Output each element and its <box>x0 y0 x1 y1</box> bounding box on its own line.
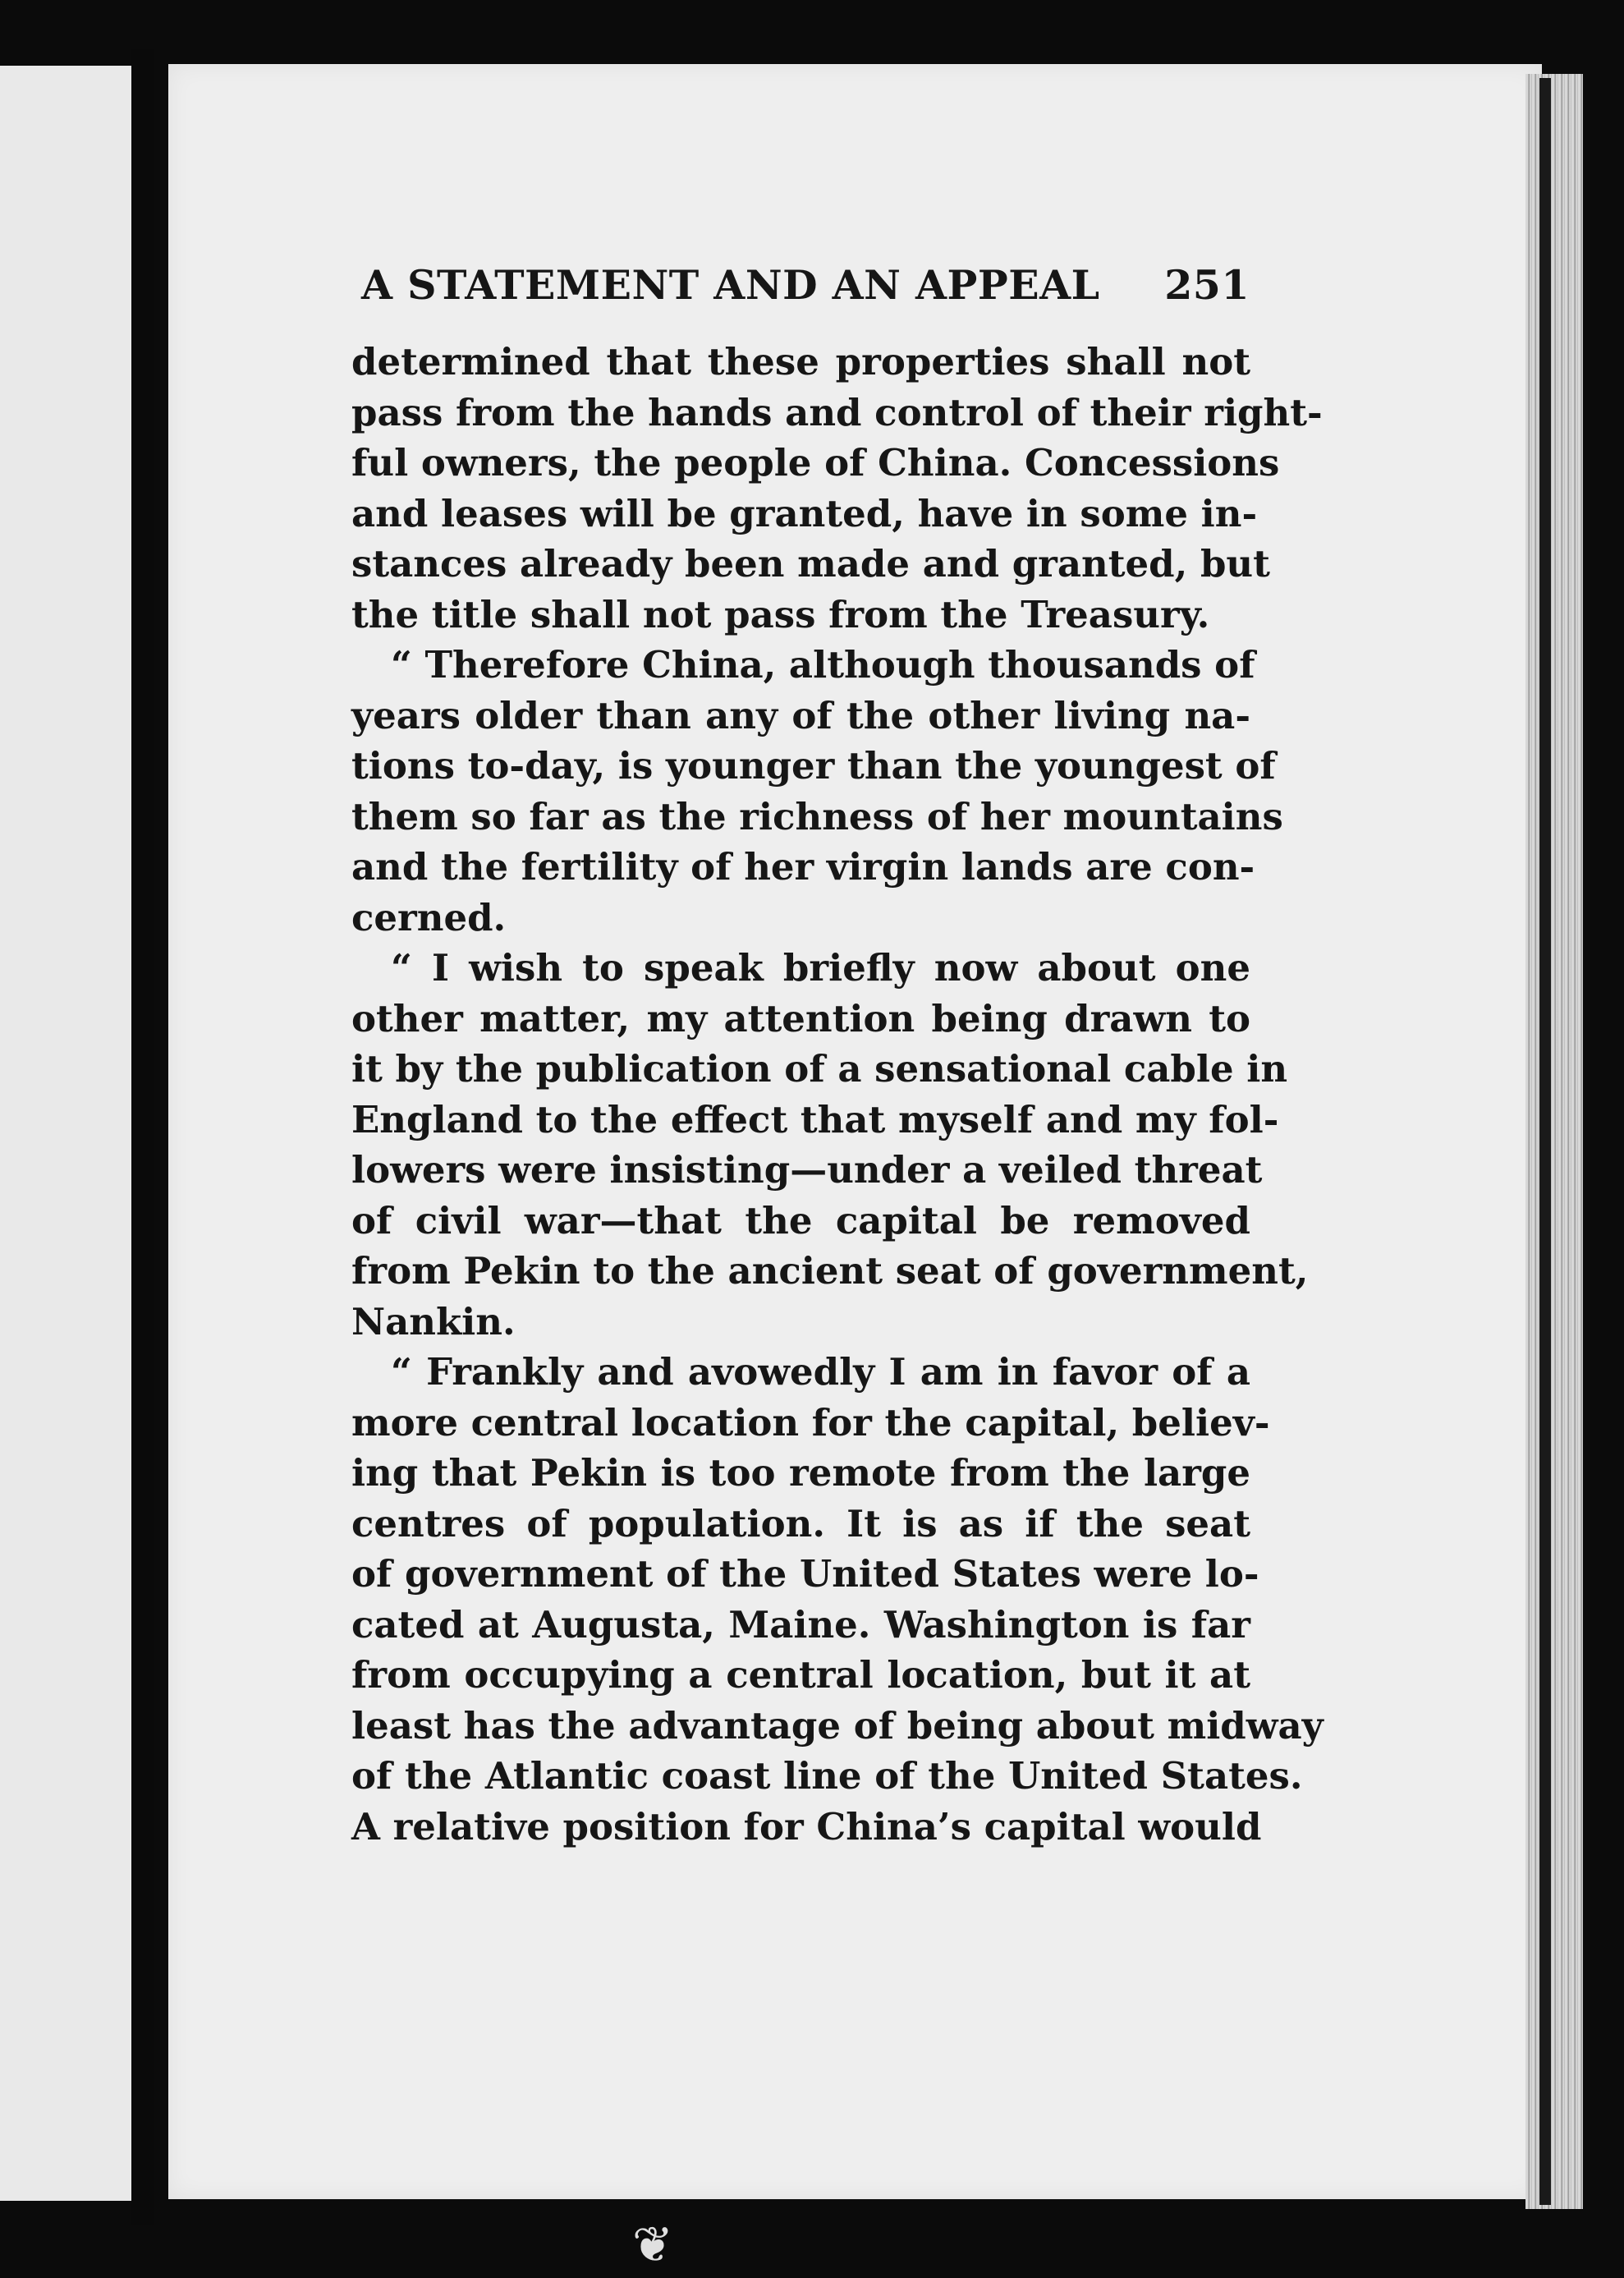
text-line: other matter, my attention being drawn to <box>351 996 1250 1040</box>
text-line: of the Atlantic coast line of the United States. <box>351 1754 1303 1798</box>
text-line: centres of population. It is as if the seat <box>351 1501 1250 1545</box>
text-line: stances already been made and granted, but <box>351 542 1270 586</box>
text-line: the title shall not pass from the Treasury. <box>351 592 1210 636</box>
text-line: and the fertility of her virgin lands are con- <box>351 845 1255 889</box>
text-line: of civil war—that the capital be removed <box>351 1198 1250 1242</box>
text-line: “ Frankly and avowedly I am in favor of a <box>391 1350 1250 1394</box>
text-line: lowers were insisting—under a veiled threat <box>351 1148 1263 1192</box>
text-line: and leases will be granted, have in some in- <box>351 491 1258 535</box>
running-head <box>361 261 1250 327</box>
text-line: least has the advantage of being about midway <box>351 1703 1324 1748</box>
text-line: England to the effect that myself and my fol- <box>351 1097 1279 1141</box>
text-line: of government of the United States were lo- <box>351 1552 1259 1596</box>
text-line: pass from the hands and control of their right- <box>351 390 1323 434</box>
text-line: “ Therefore China, although thousands of <box>391 643 1255 687</box>
right-page-stack-edge <box>1525 74 1583 2209</box>
text-line: from Pekin to the ancient seat of government, <box>351 1249 1309 1293</box>
running-head-title: A STATEMENT AND AN APPEAL <box>361 261 1100 309</box>
left-page-edge <box>0 66 146 2201</box>
text-line: cated at Augusta, Maine. Washington is far <box>351 1602 1250 1646</box>
text-line: years older than any of the other living na- <box>351 693 1250 737</box>
right-page-stack-shadow <box>1539 78 1551 2205</box>
text-line: “ I wish to speak briefly now about one <box>391 946 1250 990</box>
text-line: ing that Pekin is too remote from the large <box>351 1451 1250 1495</box>
text-line: Nankin. <box>351 1299 516 1343</box>
text-line: ful owners, the people of China. Concessions <box>351 441 1280 485</box>
text-line: A relative position for China’s capital would <box>351 1804 1262 1849</box>
text-line: from occupying a central location, but it at <box>351 1653 1250 1697</box>
body-text <box>351 337 1324 1852</box>
book-spine-shadow <box>131 49 154 2225</box>
text-line: tions to-day, is younger than the youngest of <box>351 744 1276 788</box>
page-number: 251 <box>1164 261 1250 309</box>
text-line: determined that these properties shall not <box>351 340 1250 383</box>
text-line: cerned. <box>351 895 507 939</box>
text-line: it by the publication of a sensational cable in <box>351 1047 1288 1091</box>
text-line: them so far as the richness of her mountains <box>351 794 1283 838</box>
bottom-ornament: ❦ <box>631 2216 674 2274</box>
text-line: more central location for the capital, believ- <box>351 1400 1270 1444</box>
